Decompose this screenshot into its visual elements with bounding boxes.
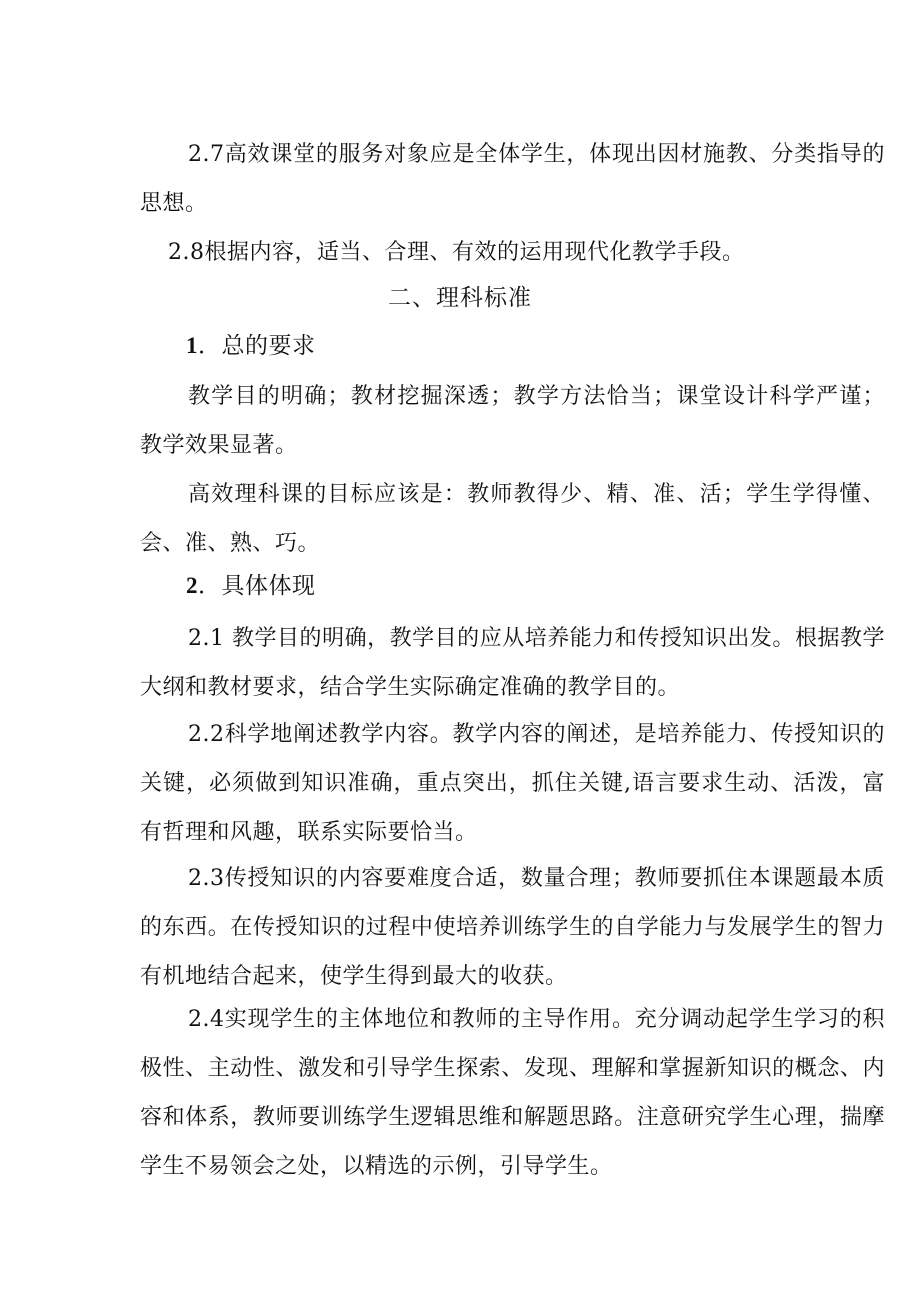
paragraph-2-8: 2.8根据内容，适当、合理、有效的运用现代化教学手段。 <box>168 240 745 265</box>
heading-number: 2 <box>186 573 198 598</box>
paragraph-2-3: 2.3传授知识的内容要难度合适，数量合理；教师要抓住本课题最本质的东西。在传授知识的过程中使培养训练学生的自学能力与发展学生的智力有机地结合起来，使学生得到最大的收获。 <box>140 866 885 989</box>
paragraph-2-4: 2.4实现学生的主体地位和教师的主导作用。充分调动起学生学习的积极性、主动性、激发和引导学生探索、发现、理解和掌握新知识的概念、内容和体系，教师要训练学生逻辑思维和解题思路。注意研究学生心理，揣摩学生不易领会之处，以精选的示例，引导学生。 <box>140 1007 885 1179</box>
heading-text: ．具体体现 <box>198 573 316 599</box>
paragraph-goals: 教学目的明确；教材挖掘深透；教学方法恰当；课堂设计科学严谨；教学效果显著。 <box>140 384 885 458</box>
paragraph-2-1: 2.1 教学目的明确，教学目的应从培养能力和传授知识出发。根据教学大纲和教材要求，结合学生实际确定准确的教学目的。 <box>140 626 885 700</box>
paragraph-target: 高效理科课的目标应该是：教师教得少、精、准、活；学生学得懂、会、准、熟、巧。 <box>140 482 885 556</box>
heading-text: ．总的要求 <box>198 333 316 359</box>
heading-general-requirements <box>186 326 316 366</box>
paragraph-2-2: 2.2科学地阐述教学内容。教学内容的阐述，是培养能力、传授知识的关键，必须做到知识准确，重点突出，抓住关键,语言要求生动、活泼，富有哲理和风趣，联系实际要恰当。 <box>140 722 885 845</box>
heading-specifics <box>186 566 316 606</box>
section-title: 二、理科标准 <box>388 285 532 311</box>
paragraph-2-7: 2.7高效课堂的服务对象应是全体学生，体现出因材施教、分类指导的思想。 <box>140 142 885 216</box>
heading-number: 1 <box>186 333 198 358</box>
